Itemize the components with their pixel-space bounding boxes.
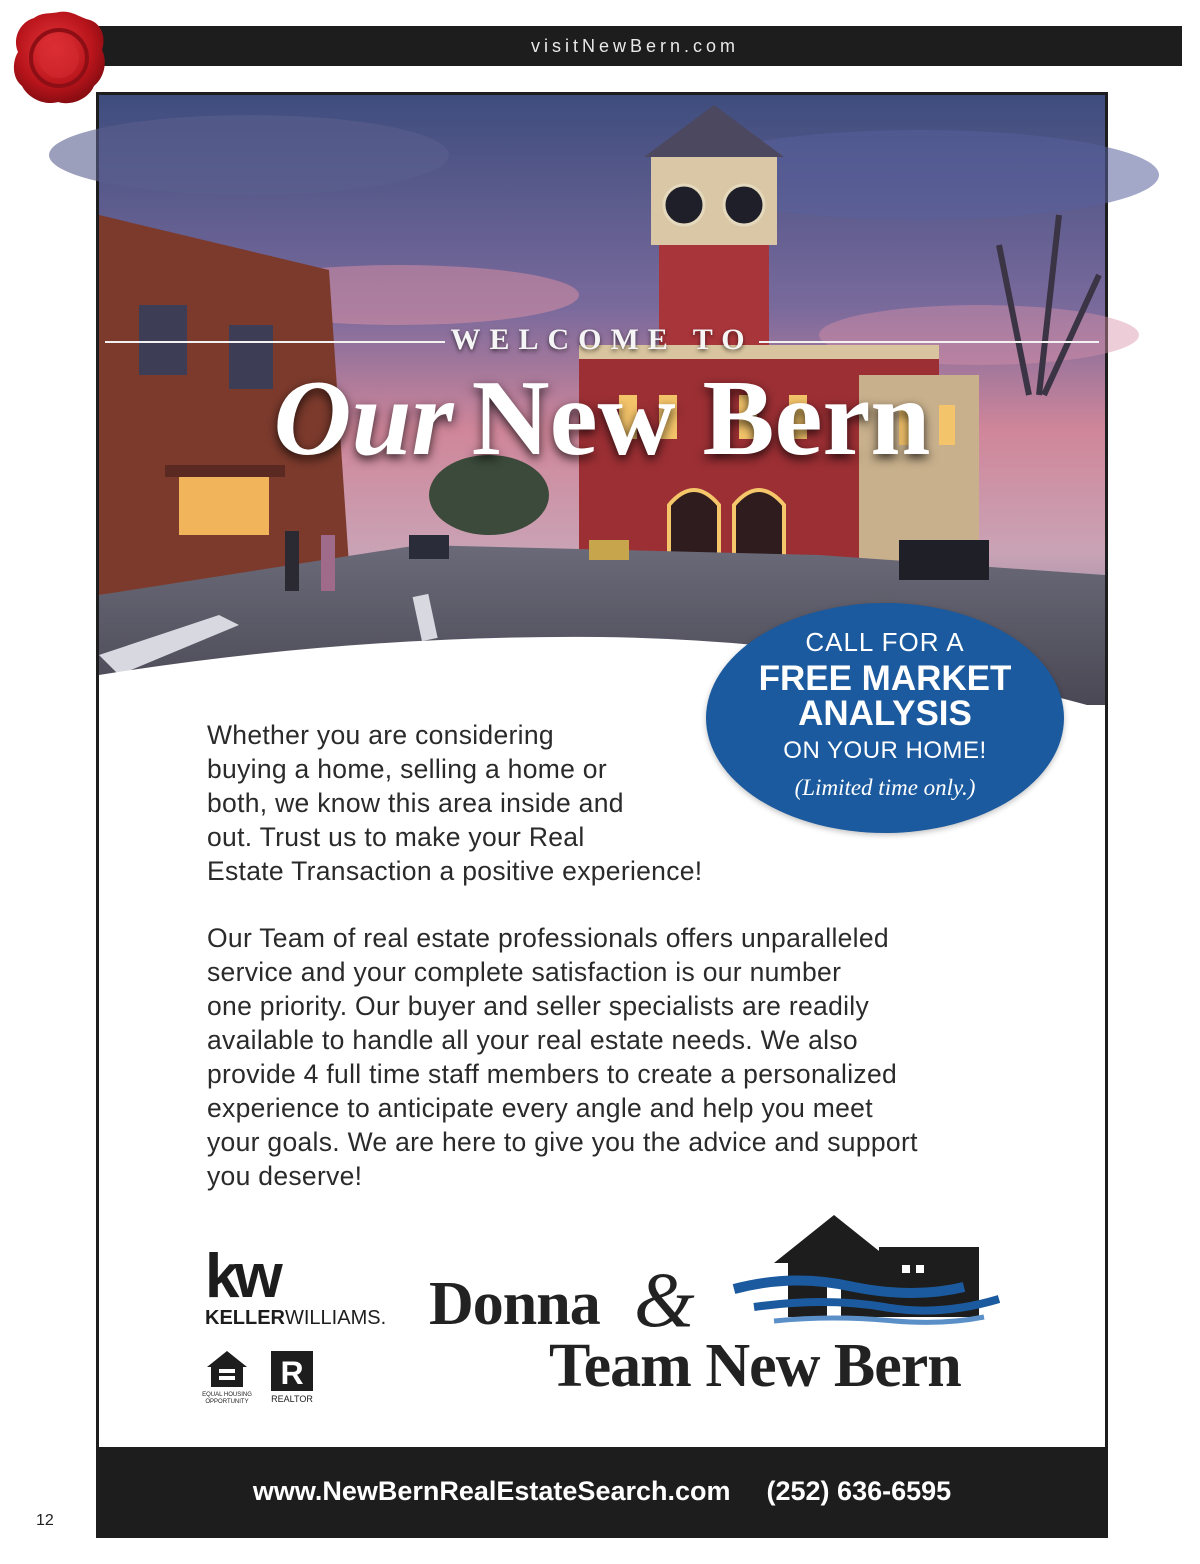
realtor-icon: [267, 1349, 317, 1405]
keller-williams-logo: [205, 1242, 387, 1330]
website-link[interactable]: www.NewBernRealEstateSearch.com: [252, 1476, 731, 1506]
intro-paragraph: Whether you are considering buying a home, selling a home or both, we know this area inside and out. Trust us to make your Real Estate Transaction a positive experience!: [207, 720, 703, 886]
site-header-bar: [88, 26, 1182, 66]
donna-team-logo: [429, 1203, 1009, 1400]
svg-text:REALTOR: REALTOR: [271, 1394, 313, 1404]
kw-mark: kw: [205, 1242, 278, 1311]
advertisement: [96, 92, 1108, 1538]
cta-line3: ON YOUR HOME!: [783, 737, 987, 764]
team-name-donna: Donna: [429, 1270, 600, 1338]
title-italic: Our: [273, 359, 454, 478]
title-rest: New Bern: [471, 359, 931, 478]
contact-footer: [99, 1447, 1105, 1535]
team-paragraph: Our Team of real estate professionals offers unparalleled service and your complete satisfaction is our number one priority. Our buyer and seller specialists are readily available to handle all your real estate needs. We also provide 4 full time staff members to create a personalized experience to anticipate every angle and help you meet your goals. We are here to give you the advice and support you deserve!: [207, 923, 918, 1191]
team-name-ampersand: &: [634, 1256, 695, 1343]
page-title: [99, 359, 1105, 478]
cta-line1: CALL FOR A: [805, 627, 965, 657]
svg-text:OPPORTUNITY: OPPORTUNITY: [205, 1399, 249, 1405]
team-name-rest: Team New Bern: [549, 1332, 961, 1400]
svg-text:EQUAL HOUSING: EQUAL HOUSING: [202, 1392, 252, 1398]
wax-seal-icon: [10, 8, 108, 108]
site-url[interactable]: visitNewBern.com: [530, 36, 740, 56]
cta-line4: (Limited time only.): [794, 775, 976, 800]
cta-line2a: FREE MARKET: [758, 659, 1012, 698]
welcome-heading: WELCOME TO: [450, 323, 754, 356]
cta-line2b: ANALYSIS: [798, 694, 972, 733]
welcome-row: [99, 323, 1105, 363]
svg-text:R: R: [280, 1355, 304, 1391]
page-number: 12: [36, 1512, 54, 1529]
phone-number[interactable]: (252) 636-6595: [766, 1476, 952, 1506]
kw-name: KELLERWILLIAMS.: [205, 1307, 387, 1329]
house-wave-icon: [734, 1203, 1004, 1333]
equal-housing-icon: [202, 1349, 252, 1405]
